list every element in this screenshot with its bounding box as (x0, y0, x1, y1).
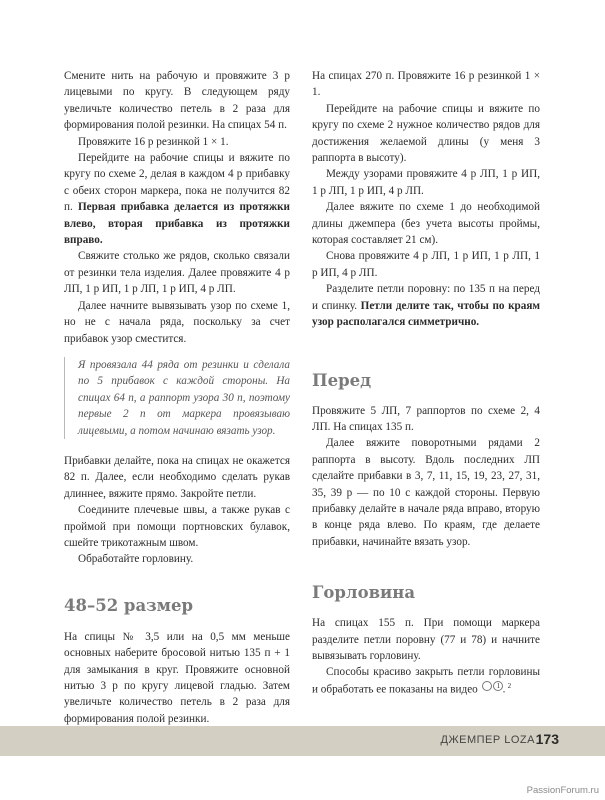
paragraph: На спицы № 3,5 или на 0,5 мм меньше основных наберите бросовой нитью 135 п + 1 для замыкания в круг. Провяжите основной нитью 3 р по кругу лицевой гладью. Затем увеличьте количество петель в 2 раза для формирования полой резинки. (64, 630, 290, 725)
paragraph: Далее начните вывязывать узор по схеме 1, но не с начала ряда, поскольку за счет прибавок узор сместится. (64, 299, 290, 345)
paragraph-text: Способы красиво закрыть петли горловины и обработать ее показаны на видео (312, 666, 540, 696)
paragraph: Соедините плечевые швы, а также рукав с проймой при помощи портновских булавок, сшейте трикотажным швом. (64, 504, 290, 549)
running-title: ДЖЕМПЕР LOZA (440, 734, 535, 746)
bold-instruction: Петли делите так, чтобы по краям узор располагался симметрично. (312, 299, 541, 329)
paragraph (64, 150, 290, 248)
bold-instruction: Первая прибавка делается из протяжки влево, вторая прибавка из протяжки вправо. (64, 201, 290, 247)
paragraph: Перейдите на рабочие спицы и вяжите по кругу по схеме 2 нужное количество рядов для достижения желаемой длины (у меня 3 раппорта в высоту). (312, 102, 540, 165)
paragraph-text: Разделите петли поровну: по 135 п на перед и спинку. (312, 283, 540, 312)
paragraph (312, 281, 540, 330)
section-heading-front: Перед (312, 370, 372, 390)
section-heading-neckline: Горловина (312, 583, 416, 603)
paragraph: Обработайте горловину. (78, 553, 194, 566)
section-heading-size: 48–52 размер (64, 595, 194, 615)
page-footer-band (0, 726, 605, 756)
paragraph: Между узорами провяжите 4 р ЛП, 1 р ИП, 1 р ЛП, 1 р ИП, 4 р ЛП. (312, 168, 540, 197)
paragraph: На спицах 155 п. При помощи маркера разделите петли поровну (77 и 78) и начните вывязывать горловину. (312, 617, 540, 662)
note-text: Я провязала 44 ряда от резинки и сделала по 5 прибавок с каждой стороны. На спицах 64 п, а раппорт узора 30 п, поэтому первые 2 п от маркера провязываю лицевыми, а потом начинаю вязать узор. (78, 358, 290, 437)
right-column (312, 68, 540, 698)
paragraph: Свяжите столько же рядов, сколько связали от резинки тела изделия. Далее провяжите 4 р ЛП, 1 р ИП, 1 р ЛП, 1 р ИП, 4 р ЛП. (64, 250, 290, 296)
author-note (64, 357, 290, 439)
paragraph: На спицах 270 п. Провяжите 16 р резинкой 1 × 1. (312, 70, 540, 99)
paragraph: Далее вяжите поворотными рядами 2 раппорта в высоту. Вдоль последних ЛП сделайте прибавки в 3, 7, 11, 15, 19, 23, 27, 31, 35, 39 р — по 10 с каждой стороны. Первую прибавку делайте в начале ряда вправо, вторую в конце ряда влево. По краям, где делаете прибавки, начинайте вязать узор. (312, 437, 540, 548)
paragraph: Провяжите 5 ЛП, 7 раппортов по схеме 2, 4 ЛП. На спицах 135 п. (312, 404, 540, 433)
paragraph: Снова провяжите 4 р ЛП, 1 р ИП, 1 р ЛП, 1 р ИП, 4 р ЛП. (312, 250, 540, 279)
paragraph: Смените нить на рабочую и провяжите 3 р лицевыми по кругу. В следующем ряду увеличьте количество петель в 2 раза для формирования полой резинки. На спицах 54 п. (64, 70, 290, 132)
video-link-icon[interactable]: 1 (482, 681, 492, 691)
watermark: PassionForum.ru (526, 785, 599, 796)
paragraph (312, 664, 540, 698)
left-column (64, 68, 290, 727)
video-link-icon[interactable]: 2 (493, 681, 503, 691)
paragraph-end: . (502, 683, 506, 696)
paragraph: Далее вяжите по схеме 1 до необходимой длины джемпера (без учета высоты проймы, которая составляет 21 см). (312, 201, 540, 247)
page-number: 173 (535, 731, 559, 747)
paragraph: Прибавки делайте, пока на спицах не окажется 82 п. Далее, если необходимо сделать рукав длиннее, вяжите прямо. Закройте петли. (64, 454, 290, 500)
paragraph: Провяжите 16 р резинкой 1 × 1. (78, 135, 229, 148)
paragraph-text: Перейдите на рабочие спицы и вяжите по кругу по схеме 2, делая в каждом 4 р прибавку с обеих сторон маркера, пока не получится 82 п. (64, 152, 290, 214)
